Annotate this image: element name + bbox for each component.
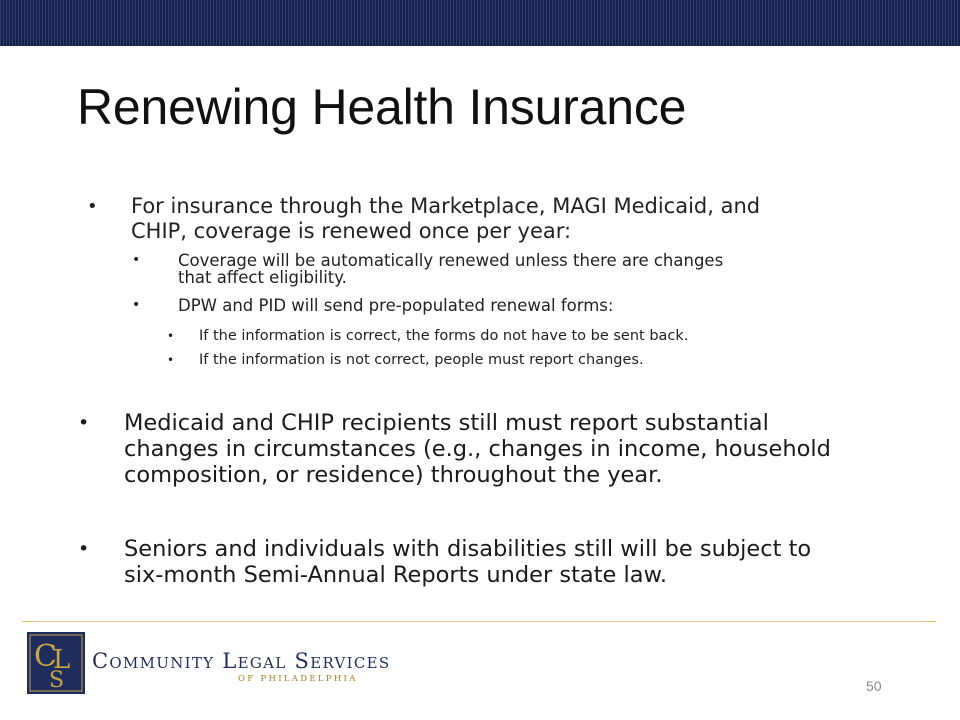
sub-bullet-renewal-forms [132, 296, 614, 315]
sub-sub-bullet-correct-info [167, 328, 689, 345]
bullet-text-line: Coverage will be automatically renewed unless there are changes [178, 251, 724, 270]
bullet-dot: • [167, 329, 175, 343]
bullet-text-line: CHIP, coverage is renewed once per year: [131, 219, 572, 243]
bullet-marketplace-renewal [87, 194, 761, 244]
bullet-text-line: If the information is correct, the forms do not have to be sent back. [199, 328, 689, 344]
org-name: Community Legal Services [92, 649, 391, 673]
bullet-dot: • [132, 297, 141, 313]
sub-sub-bullet-incorrect-info [167, 352, 644, 369]
bullet-text-line: If the information is not correct, people must report changes. [199, 352, 644, 368]
org-subtitle: OF PHILADELPHIA [238, 674, 358, 684]
bullet-dot: • [78, 538, 90, 560]
page-number: 50 [866, 678, 882, 694]
bullet-text-line: For insurance through the Marketplace, MAGI Medicaid, and [131, 194, 761, 218]
cls-logo-icon [27, 632, 85, 694]
bullet-text-line: DPW and PID will send pre-populated renewal forms: [178, 296, 614, 315]
top-decorative-band [0, 0, 960, 46]
logo-letter-l: L [53, 645, 71, 675]
bullet-text-line: composition, or residence) throughout the year. [124, 462, 663, 488]
bullet-dot: • [132, 252, 141, 268]
bullet-text-line: Seniors and individuals with disabilities still will be subject to [124, 536, 812, 562]
logo-letter-s: S [49, 668, 65, 693]
bullet-dot: • [78, 412, 90, 434]
footer-divider [22, 621, 936, 622]
bullet-text-line: Medicaid and CHIP recipients still must report substantial [124, 410, 769, 436]
bullet-dot: • [87, 196, 98, 217]
bullet-dot: • [167, 353, 175, 367]
logo-letter-c: C [34, 639, 57, 674]
sub-bullet-automatic-renewal [132, 251, 724, 287]
bullet-text-line: six-month Semi-Annual Reports under state law. [124, 562, 668, 588]
bullet-report-changes [78, 410, 831, 488]
bullet-text-line: changes in circumstances (e.g., changes in income, household [124, 436, 831, 462]
bullet-text-line: that affect eligibility. [178, 268, 347, 287]
bullet-semi-annual-reports [78, 536, 812, 588]
slide-title: Renewing Health Insurance [77, 79, 687, 135]
